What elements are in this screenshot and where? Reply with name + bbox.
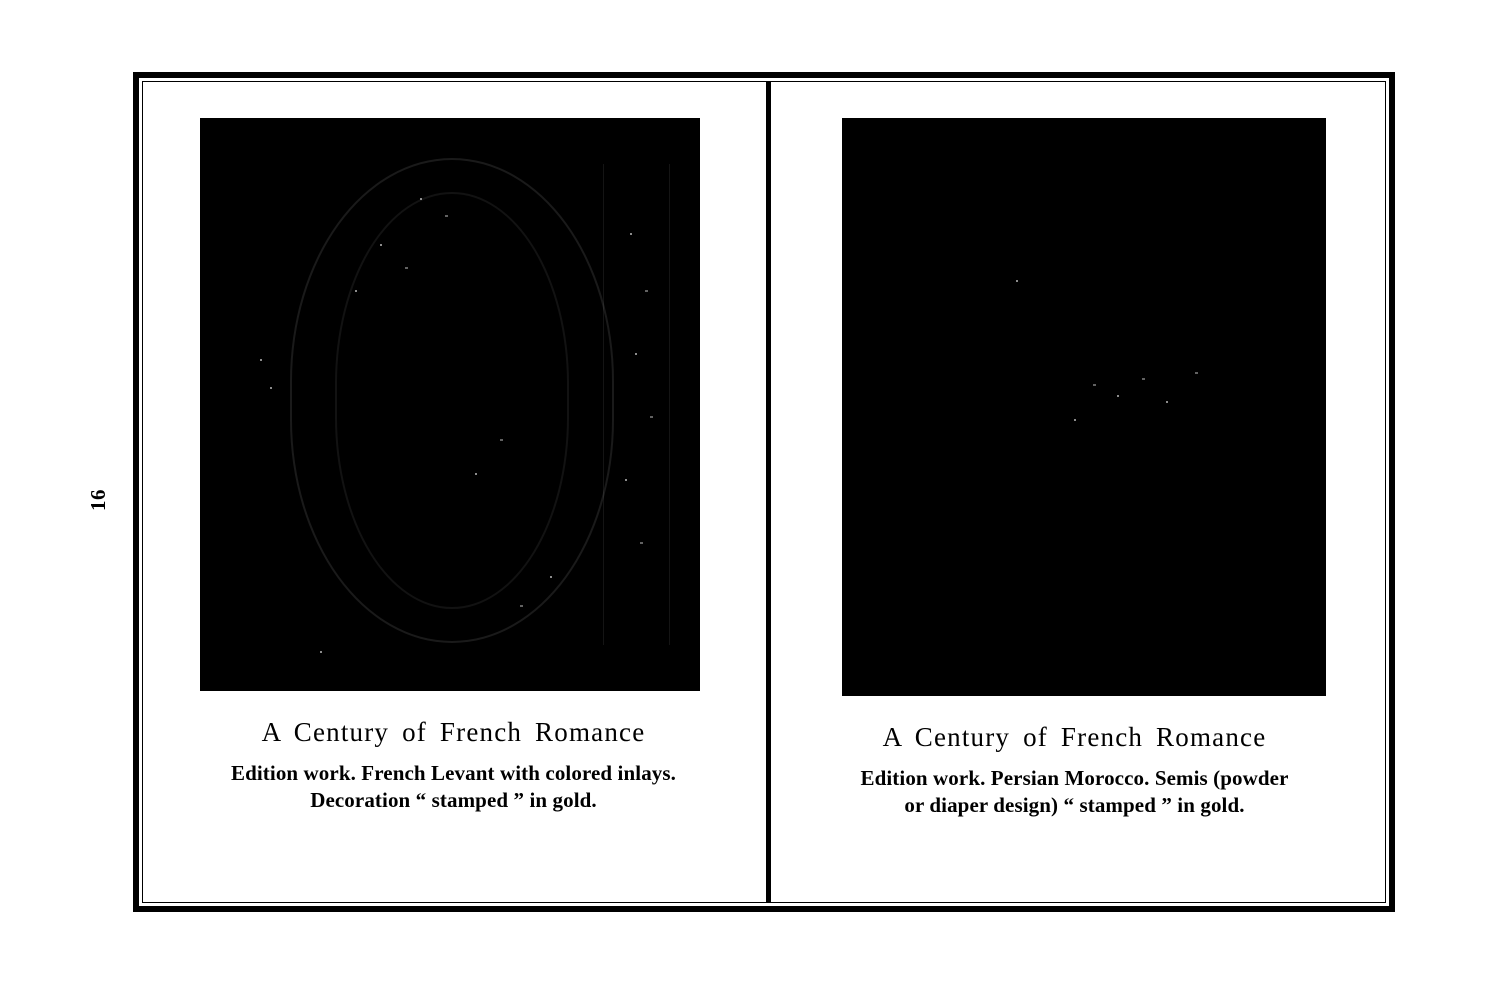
caption-title-right: A Century of French Romance	[882, 722, 1267, 752]
caption-line-2-left: Decoration “ stamped ” in gold.	[310, 787, 597, 812]
plate-panel-right	[764, 82, 1385, 902]
plate-frame	[133, 72, 1395, 912]
binding-photo-left	[200, 118, 700, 691]
gilt-oval-inner	[335, 192, 569, 609]
caption-line-1-right: Edition work. Persian Morocco. Semis (powder	[860, 766, 1289, 790]
binding-photo-right	[842, 118, 1326, 696]
page-number: 16	[85, 489, 110, 511]
caption-right	[792, 722, 1357, 819]
caption-line-1-left: Edition work. French Levant with colored inlays.	[230, 761, 677, 785]
caption-left	[171, 717, 736, 814]
gilt-border-band	[603, 164, 670, 645]
caption-line-2-right: or diaper design) “ stamped ” in gold.	[904, 792, 1245, 817]
caption-title-left: A Century of French Romance	[261, 717, 646, 747]
plate-inner-rule	[142, 81, 1386, 903]
plate-panel-left	[143, 82, 764, 902]
